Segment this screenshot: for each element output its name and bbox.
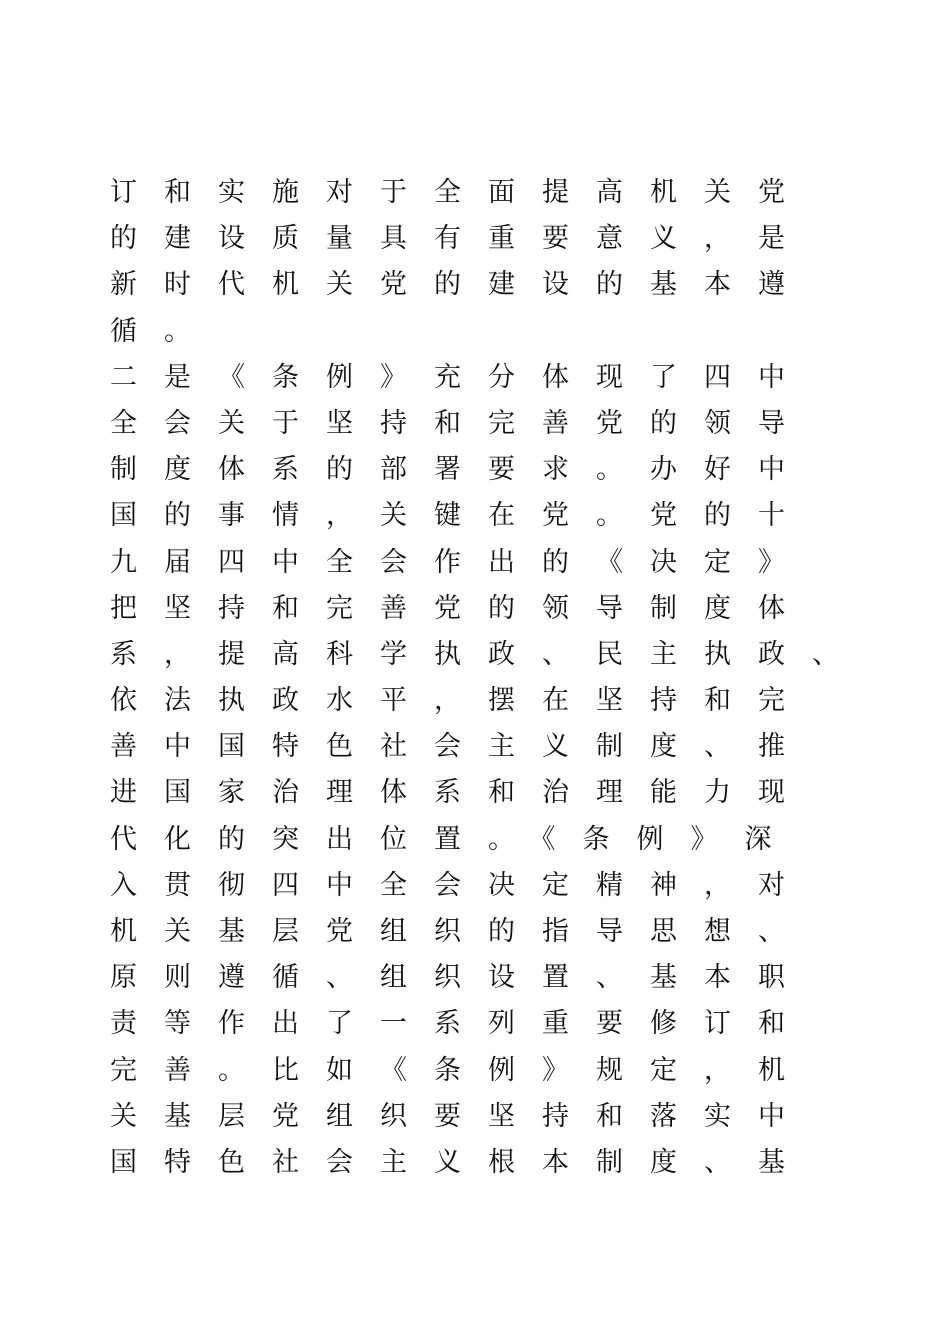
text-line: 善中国特色社会主义制度、推 — [110, 731, 812, 763]
text-line: 系，提高科学执政、民主执政、 — [110, 638, 866, 670]
text-line: 依法执政水平，摆在坚持和完 — [110, 685, 812, 717]
text-line: 进国家治理体系和治理能力现 — [110, 777, 812, 809]
text-line: 责等作出了一系列重要修订和 — [110, 1008, 812, 1040]
text-line: 关基层党组织要坚持和落实中 — [110, 1100, 812, 1132]
text-line: 代化的突出位置。《条例》深 — [110, 823, 799, 855]
text-line: 新时代机关党的建设的基本遵 — [110, 269, 812, 301]
text-line: 国特色社会主义根本制度、基 — [110, 1146, 812, 1178]
text-line: 机关基层党组织的指导思想、 — [110, 916, 812, 947]
body-text — [110, 170, 870, 1186]
text-line: 循。 — [110, 315, 218, 347]
text-line: 二是《条例》充分体现了四中 — [110, 361, 812, 393]
text-line: 全会关于坚持和完善党的领导 — [110, 407, 812, 439]
text-line: 把坚持和完善党的领导制度体 — [110, 592, 812, 624]
text-line: 完善。比如《条例》规定，机 — [110, 1054, 812, 1086]
text-line: 九届四中全会作出的《决定》 — [110, 546, 812, 578]
text-line: 的建设质量具有重要意义，是 — [110, 223, 812, 255]
text-line: 国的事情，关键在党。党的十 — [110, 500, 812, 532]
text-line: 制度体系的部署要求。办好中 — [110, 454, 812, 486]
text-line: 原则遵循、组织设置、基本职 — [110, 962, 812, 994]
text-line: 入贯彻四中全会决定精神，对 — [110, 869, 812, 901]
text-line: 订和实施对于全面提高机关党 — [110, 177, 812, 208]
